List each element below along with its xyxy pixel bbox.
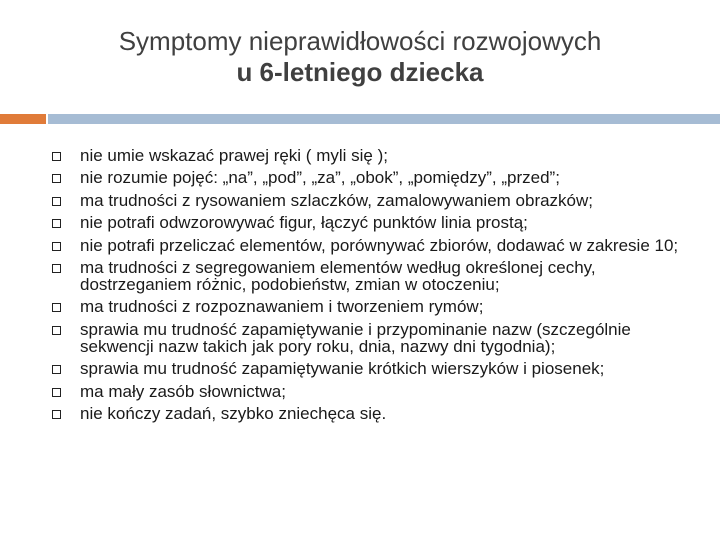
square-bullet-icon (52, 326, 61, 335)
divider-accent-block (0, 114, 46, 124)
list-item-text: nie kończy zadań, szybko zniechęca się. (80, 403, 387, 423)
list-item (52, 405, 692, 422)
square-bullet-icon (52, 174, 61, 183)
square-bullet-icon (52, 152, 61, 161)
list-item-text: nie umie wskazać prawej ręki ( myli się ); (80, 146, 388, 165)
list-item-text: ma mały zasób słownictwa; (80, 381, 286, 401)
title-line-2: u 6-letniego dziecka (236, 57, 484, 87)
list-item (52, 298, 692, 315)
list-item-text: nie rozumie pojęć: „na”, „pod”, „za”, „obok”, „pomiędzy”, „przed”; (80, 168, 560, 188)
square-bullet-icon (52, 264, 61, 273)
slide-title (0, 26, 720, 88)
square-bullet-icon (52, 303, 61, 312)
square-bullet-icon (52, 388, 61, 397)
list-item (52, 383, 692, 400)
divider-bar (48, 114, 720, 124)
list-item (52, 360, 692, 377)
list-item (52, 321, 692, 355)
title-divider (0, 114, 720, 124)
symptom-list (52, 147, 692, 427)
list-item (52, 169, 692, 186)
title-line-1: Symptomy nieprawidłowości rozwojowych (118, 26, 602, 56)
list-item-text: nie potrafi przeliczać elementów, porównywać zbiorów, dodawać w zakresie 10; (80, 235, 679, 255)
square-bullet-icon (52, 197, 61, 206)
list-item-text: ma trudności z segregowaniem elementów według określonej cechy, dostrzeganiem różnic, podobieństw, zmian w otoczeniu; (80, 257, 596, 294)
list-item (52, 192, 692, 209)
square-bullet-icon (52, 242, 61, 251)
list-item (52, 237, 692, 254)
list-item-text: sprawia mu trudność zapamiętywanie krótkich wierszyków i piosenek; (80, 359, 605, 379)
square-bullet-icon (52, 365, 61, 374)
list-item (52, 259, 692, 293)
square-bullet-icon (52, 410, 61, 419)
list-item-text: sprawia mu trudność zapamiętywanie i przypominanie nazw (szczególnie sekwencji nazw takich jak pory roku, dnia, nazwy dni tygodnia); (80, 319, 631, 356)
list-item (52, 214, 692, 231)
list-item (52, 147, 692, 164)
list-item-text: nie potrafi odwzorowywać figur, łączyć punktów linia prostą; (80, 213, 528, 233)
list-item-text: ma trudności z rysowaniem szlaczków, zamalowywaniem obrazków; (80, 190, 594, 210)
square-bullet-icon (52, 219, 61, 228)
list-item-text: ma trudności z rozpoznawaniem i tworzeniem rymów; (80, 297, 484, 317)
